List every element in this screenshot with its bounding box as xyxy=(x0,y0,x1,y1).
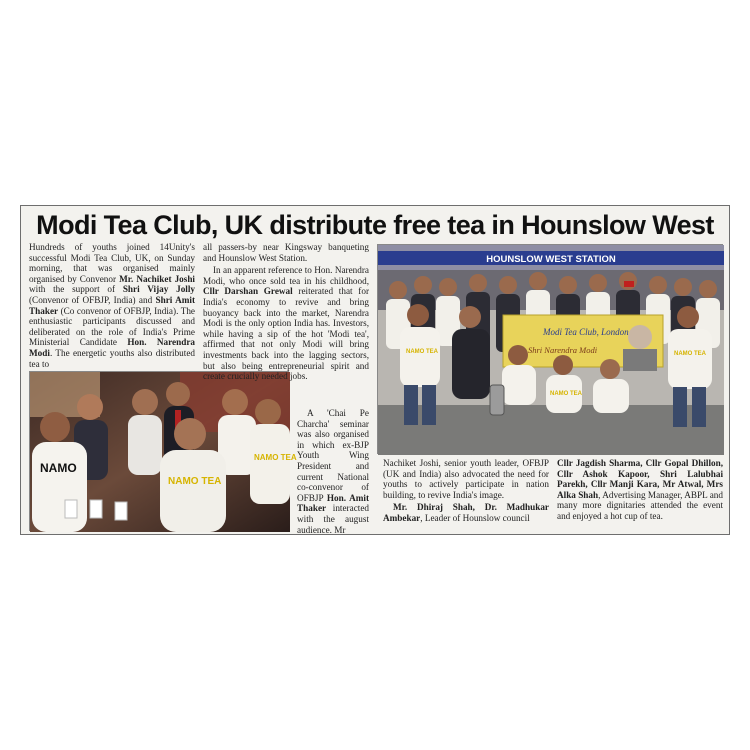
article-column-3 xyxy=(383,458,549,534)
shirt-text: NAMO TEA xyxy=(674,351,706,357)
headline: Modi Tea Club, UK distribute free tea in Hounslow West xyxy=(36,210,714,240)
article-paragraph: all passers-by near Kingsway banqueting and Hounslow West Station. xyxy=(203,242,369,263)
banner-text: Modi Tea Club, London xyxy=(543,327,629,337)
shirt-text: NAMO TEA xyxy=(254,453,297,462)
article-column-1 xyxy=(29,242,195,370)
photo-namo-supporters xyxy=(29,371,297,531)
article-column-4 xyxy=(557,458,723,534)
shirt-text: NAMO xyxy=(40,461,77,475)
shirt-text: NAMO TEA xyxy=(168,476,222,487)
article-paragraph: In an apparent reference to Hon. Narendra Modi, who once sold tea in his childhood, Cllr Darshan Grewal reiterated that for India's economy to revive and bring buoyancy back into the market, Narendra Modi is the only option India has. Investors, while having a sip of the hot 'Modi tea', affirmed that not only Modi will bring investments back into the lagging sectors, but also being entrepreneurial spirit and create crucially needed jobs. xyxy=(203,265,370,382)
article-paragraph: Nachiket Joshi, senior youth leader, OFBJP (UK and India) also advocated the need for youths to actively participate in nation building, to revive India's image. xyxy=(383,458,549,500)
article-paragraph: A 'Chai Pe Charcha' seminar was also organised in which ex-BJP Youth Wing President and current National co-convenor of OFBJP Hon. Amit Thaker interacted with the august audience. Mr xyxy=(297,408,370,535)
article-paragraph: Cllr Jagdish Sharma, Cllr Gopal Dhillon, Cllr Ashok Kapoor, Shri Lalubhai Parekh, Cllr Manji Kara, Mr Atwal, Mrs Alka Shah, Advertising Manager, ABPL and many more dignitaries attended the event and enjoyed a hot cup of tea. xyxy=(557,458,723,521)
article-column-2-continued xyxy=(297,408,370,535)
banner-text: Shri Narendra Modi xyxy=(528,345,598,355)
article-paragraph: Mr. Dhiraj Shah, Dr. Madhukar Ambekar, Leader of Hounslow council xyxy=(383,502,549,523)
article-column-2 xyxy=(203,242,370,382)
article-paragraph: Hundreds of youths joined 14Unity's successful Modi Tea Club, UK, on Sunday morning, that was organised mainly organised by Convenor Mr. Nachiket Joshi with the support of Shri Vijay Jolly (Convenor of OFBJP, India) and Shri Amit Thaker (Co convenor of OFBJP, India). The enthusiastic participants discussed and deliberated on the role of India's Prime Ministerial Candidate Hon. Narendra Modi. The energetic youths also distributed tea to xyxy=(29,242,196,369)
station-sign: HOUNSLOW WEST STATION xyxy=(486,254,616,265)
newspaper-clipping xyxy=(20,205,730,535)
shirt-text: NAMO TEA xyxy=(406,349,438,355)
photo-hounslow-west-station xyxy=(377,244,723,454)
shirt-text: NAMO TEA xyxy=(550,391,582,397)
